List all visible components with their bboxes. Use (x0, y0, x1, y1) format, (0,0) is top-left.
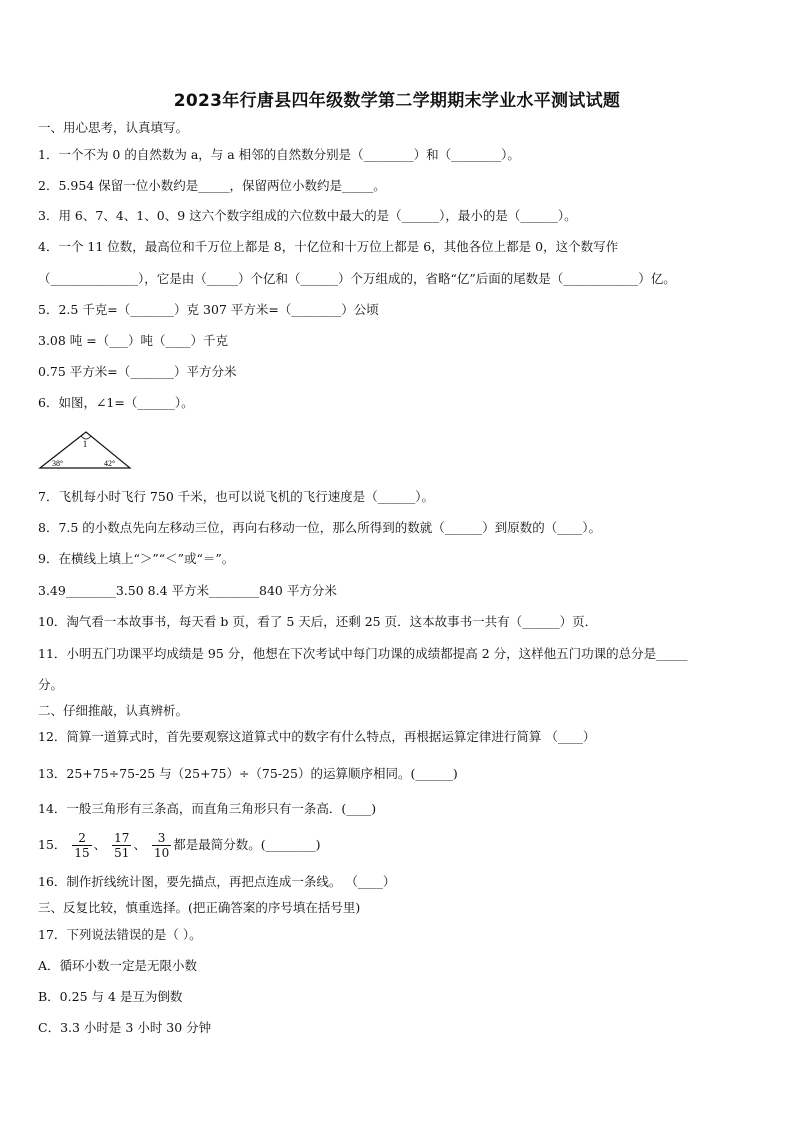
question-15-separator-1: 、 (93, 837, 107, 852)
question-5-line-1: 5．2.5 千克=（_______）克 307 平方米=（________）公顷 (38, 302, 379, 317)
question-15-suffix: 都是最简分数。(________) (173, 837, 321, 852)
fraction-2-denominator: 51 (114, 846, 130, 860)
section-3-heading: 三、反复比较，慎重选择。(把正确答案的序号填在括号里) (38, 900, 361, 915)
fraction-1-denominator: 15 (74, 846, 90, 860)
page-title: 2023年行唐县四年级数学第二学期期末学业水平测试试题 (173, 91, 621, 111)
question-5-line-2: 3.08 吨 =（___）吨（____）千克 (38, 333, 229, 348)
question-7: 7．飞机每小时飞行 750 千米，也可以说飞机的飞行速度是（______）。 (38, 489, 435, 504)
question-6: 6．如图，∠1=（______）。 (38, 395, 194, 410)
left-angle-label: 38° (52, 459, 64, 468)
angle-1-label: 1 (82, 439, 88, 449)
question-4-line-2: （______________），它是由（_____）个亿和（______）个万组成的，省略“亿”后面的尾数是（____________）亿。 (38, 271, 676, 286)
question-1: 1．一个不为 0 的自然数为 a，与 a 相邻的自然数分别是（________）和（________）。 (38, 147, 520, 162)
fraction-1-numerator: 2 (72, 831, 91, 846)
question-15-separator-2: 、 (133, 837, 146, 852)
question-15 (38, 828, 321, 862)
question-8: 8．7.5 的小数点先向左移动三位，再向右移动一位，那么所得到的数就（______）到原数的（____）。 (38, 520, 602, 535)
question-17-option-b: B．0.25 与 4 是互为倒数 (38, 989, 183, 1004)
fraction-2 (112, 831, 131, 860)
question-3: 3．用 6、7、4、1、0、9 这六个数字组成的六位数中最大的是（______），最小的是（______）。 (38, 208, 577, 223)
right-angle-label: 42° (104, 459, 116, 468)
question-11-line-1: 11．小明五门功课平均成绩是 95 分，他想在下次考试中每门功课的成绩都提高 2 分，这样他五门功课的总分是_____ (38, 646, 688, 661)
question-17: 17．下列说法错误的是（ ）。 (38, 927, 202, 942)
question-4-line-1: 4．一个 11 位数，最高位和千万位上都是 8，十亿位和十万位上都是 6，其他各位上都是 0，这个数写作 (38, 239, 619, 254)
question-12: 12．简算一道算式时，首先要观察这道算式中的数字有什么特点，再根据运算定律进行简算 （____） (38, 729, 596, 744)
question-9-items: 3.49________3.50 8.4 平方米________840 平方分米 (38, 583, 337, 598)
question-10: 10．淘气看一本故事书，每天看 b 页，看了 5 天后，还剩 25 页．这本故事书一共有（______）页． (38, 614, 598, 629)
section-1-heading: 一、用心思考，认真填写。 (38, 120, 189, 135)
question-17-option-a: A．循环小数一定是无限小数 (38, 958, 198, 973)
fraction-3-denominator: 10 (153, 846, 170, 860)
question-16: 16．制作折线统计图，要先描点，再把点连成一条线。 （____） (38, 874, 396, 889)
question-14: 14．一般三角形有三条高，而直角三角形只有一条高．(____) (38, 801, 377, 816)
question-13: 13．25+75÷75-25 与（25+75）÷（75-25）的运算顺序相同。(______) (38, 766, 458, 781)
fraction-1 (72, 831, 91, 860)
question-11-line-2: 分。 (38, 677, 64, 692)
fraction-3 (152, 831, 171, 860)
section-2-heading: 二、仔细推敲，认真辨析。 (38, 703, 189, 718)
question-15-prefix: 15． (38, 837, 67, 852)
fraction-2-numerator: 17 (114, 831, 130, 845)
question-5-line-3: 0.75 平方米=（_______）平方分米 (38, 364, 237, 379)
fraction-3-numerator: 3 (152, 831, 171, 846)
question-9-prompt: 9．在横线上填上“＞”“＜”或“＝”。 (38, 551, 235, 566)
question-2: 2．5.954 保留一位小数约是_____，保留两位小数约是_____。 (38, 178, 386, 193)
triangle-figure (38, 428, 134, 472)
question-17-option-c: C．3.3 小时是 3 小时 30 分钟 (38, 1020, 212, 1035)
